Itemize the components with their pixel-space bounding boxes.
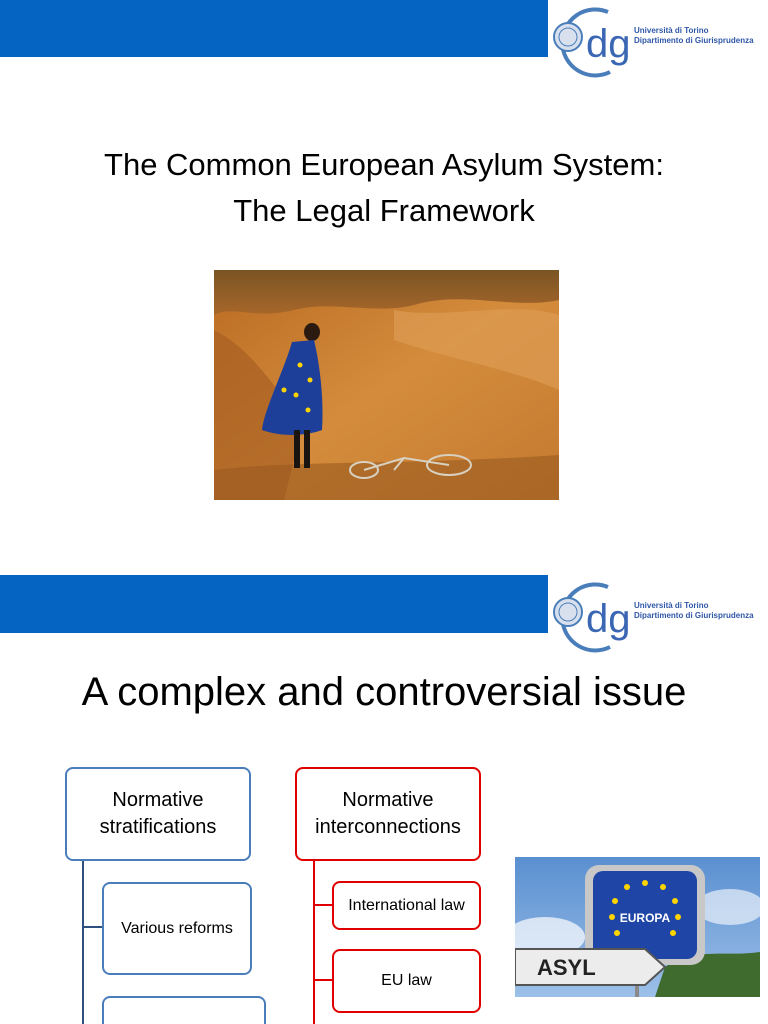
title-line-1: The Common European Asylum System:	[104, 147, 664, 182]
normative-stratifications-box	[65, 767, 251, 861]
header-bar	[0, 0, 548, 57]
box-label: International law	[348, 896, 465, 914]
box-label: Various reforms	[121, 919, 233, 937]
box-label: EU law	[381, 972, 432, 989]
logo-letters: dg	[586, 597, 631, 641]
sign-europa-text: EUROPA	[619, 911, 671, 925]
logo-line-1: Università di Torino	[634, 26, 709, 35]
logo-text	[634, 26, 754, 46]
europa-asyl-sign-photo	[515, 857, 760, 997]
stratification-item-box	[102, 996, 266, 1024]
box-label-line-1: Normative	[342, 789, 434, 811]
box-label-line-2: stratifications	[99, 816, 217, 838]
slide-title: A complex and controversial issue	[81, 670, 687, 714]
logo-line-1: Università di Torino	[634, 601, 709, 610]
right-connector-branch-1	[313, 904, 333, 906]
various-reforms-box	[102, 882, 252, 975]
logo-line-2: Dipartimento di Giurisprudenza	[634, 611, 754, 620]
logo-emblem-icon	[548, 4, 638, 78]
logo-emblem-icon	[548, 579, 638, 653]
left-connector-branch	[82, 926, 102, 928]
box-label-line-1: Normative	[112, 789, 204, 811]
title-line-2: The Legal Framework	[233, 193, 535, 228]
logo-line-2: Dipartimento di Giurisprudenza	[634, 36, 754, 45]
university-logo	[548, 4, 768, 78]
header-bar	[0, 575, 548, 633]
box-label-line-2: interconnections	[315, 816, 461, 838]
right-connector-branch-2	[313, 979, 333, 981]
slide-title	[0, 142, 768, 234]
person-wrapped-in-eu-flag-photo	[214, 270, 559, 500]
logo-text	[634, 601, 754, 621]
slide-2	[0, 575, 768, 1024]
left-connector-vertical	[82, 860, 84, 1024]
eu-law-box	[332, 949, 481, 1013]
sign-asyl-text: ASYL	[537, 955, 596, 980]
university-logo	[548, 579, 768, 653]
international-law-box	[332, 881, 481, 930]
logo-letters: dg	[586, 22, 631, 66]
right-connector-vertical	[313, 860, 315, 1024]
normative-interconnections-box	[295, 767, 481, 861]
